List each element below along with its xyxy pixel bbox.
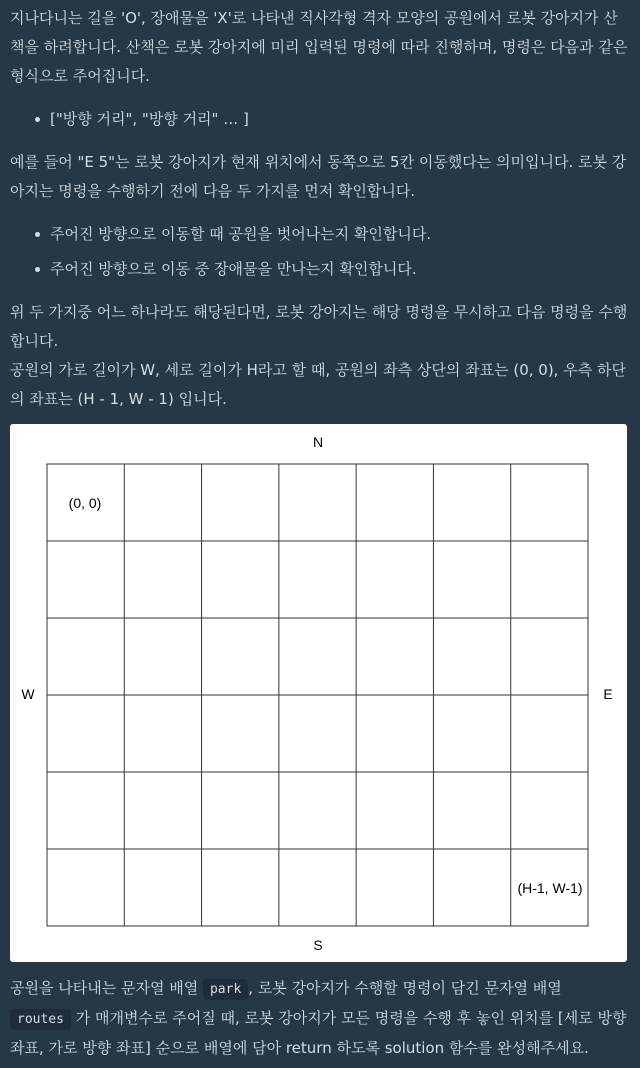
check-item-obstacle: 주어진 방향으로 이동 중 장애물을 만나는지 확인합니다. [10, 255, 628, 284]
task-text-3: 가 매개변수로 주어질 때, 로봇 강아지가 모든 명령을 수행 후 놓인 위치를 [세로 방향 좌표, 가로 방향 좌표] 순으로 배열에 담아 return 하도록 solution 함수를 완성해주세요. [10, 1009, 627, 1057]
park-grid-diagram [10, 424, 627, 962]
task-text-1: 공원을 나타내는 문자열 배열 [10, 979, 203, 997]
west-label: W [21, 686, 35, 702]
grid-lines [47, 464, 588, 926]
top-left-coordinate-label: (0, 0) [68, 495, 102, 511]
format-bullet: ["방향 거리", "방향 거리" … ] [10, 105, 628, 134]
park-code: park [203, 979, 248, 1000]
bottom-right-coordinate-label: (H-1, W-1) [517, 880, 583, 896]
routes-code: routes [10, 1009, 71, 1030]
task-paragraph [10, 974, 628, 1063]
coordinate-paragraph: 공원의 가로 길이가 W, 세로 길이가 H라고 할 때, 공원의 좌측 상단의 좌표는 (0, 0), 우측 하단의 좌표는 (H - 1, W - 1) 입니다. [10, 361, 626, 408]
format-list [10, 105, 628, 134]
south-label: S [313, 937, 323, 953]
example-paragraph: 예를 들어 "E 5"는 로봇 강아지가 현재 위치에서 동쪽으로 5칸 이동했다는 의미입니다. 로봇 강아지는 명령을 수행하기 전에 다음 두 가지를 먼저 확인합니다. [10, 153, 627, 200]
north-label: N [312, 434, 324, 450]
check-list [10, 220, 628, 284]
ignore-rule-paragraph: 위 두 가지중 어느 하나라도 해당된다면, 로봇 강아지는 해당 명령을 무시하고 다음 명령을 수행합니다. [10, 303, 628, 350]
intro-paragraph: 지나다니는 길을 'O', 장애물을 'X'로 나타낸 직사각형 격자 모양의 공원에서 로봇 강아지가 산책을 하려합니다. 산책은 로봇 강아지에 미리 입력된 명령에 따라 진행하며, 명령은 다음과 같은 형식으로 주어집니다. [10, 9, 628, 85]
east-label: E [603, 686, 613, 702]
check-item-boundary: 주어진 방향으로 이동할 때 공원을 벗어나는지 확인합니다. [10, 220, 628, 249]
park-grid-figure [10, 424, 627, 962]
task-text-2: , 로봇 강아지가 수행할 명령이 담긴 문자열 배열 [248, 979, 562, 997]
